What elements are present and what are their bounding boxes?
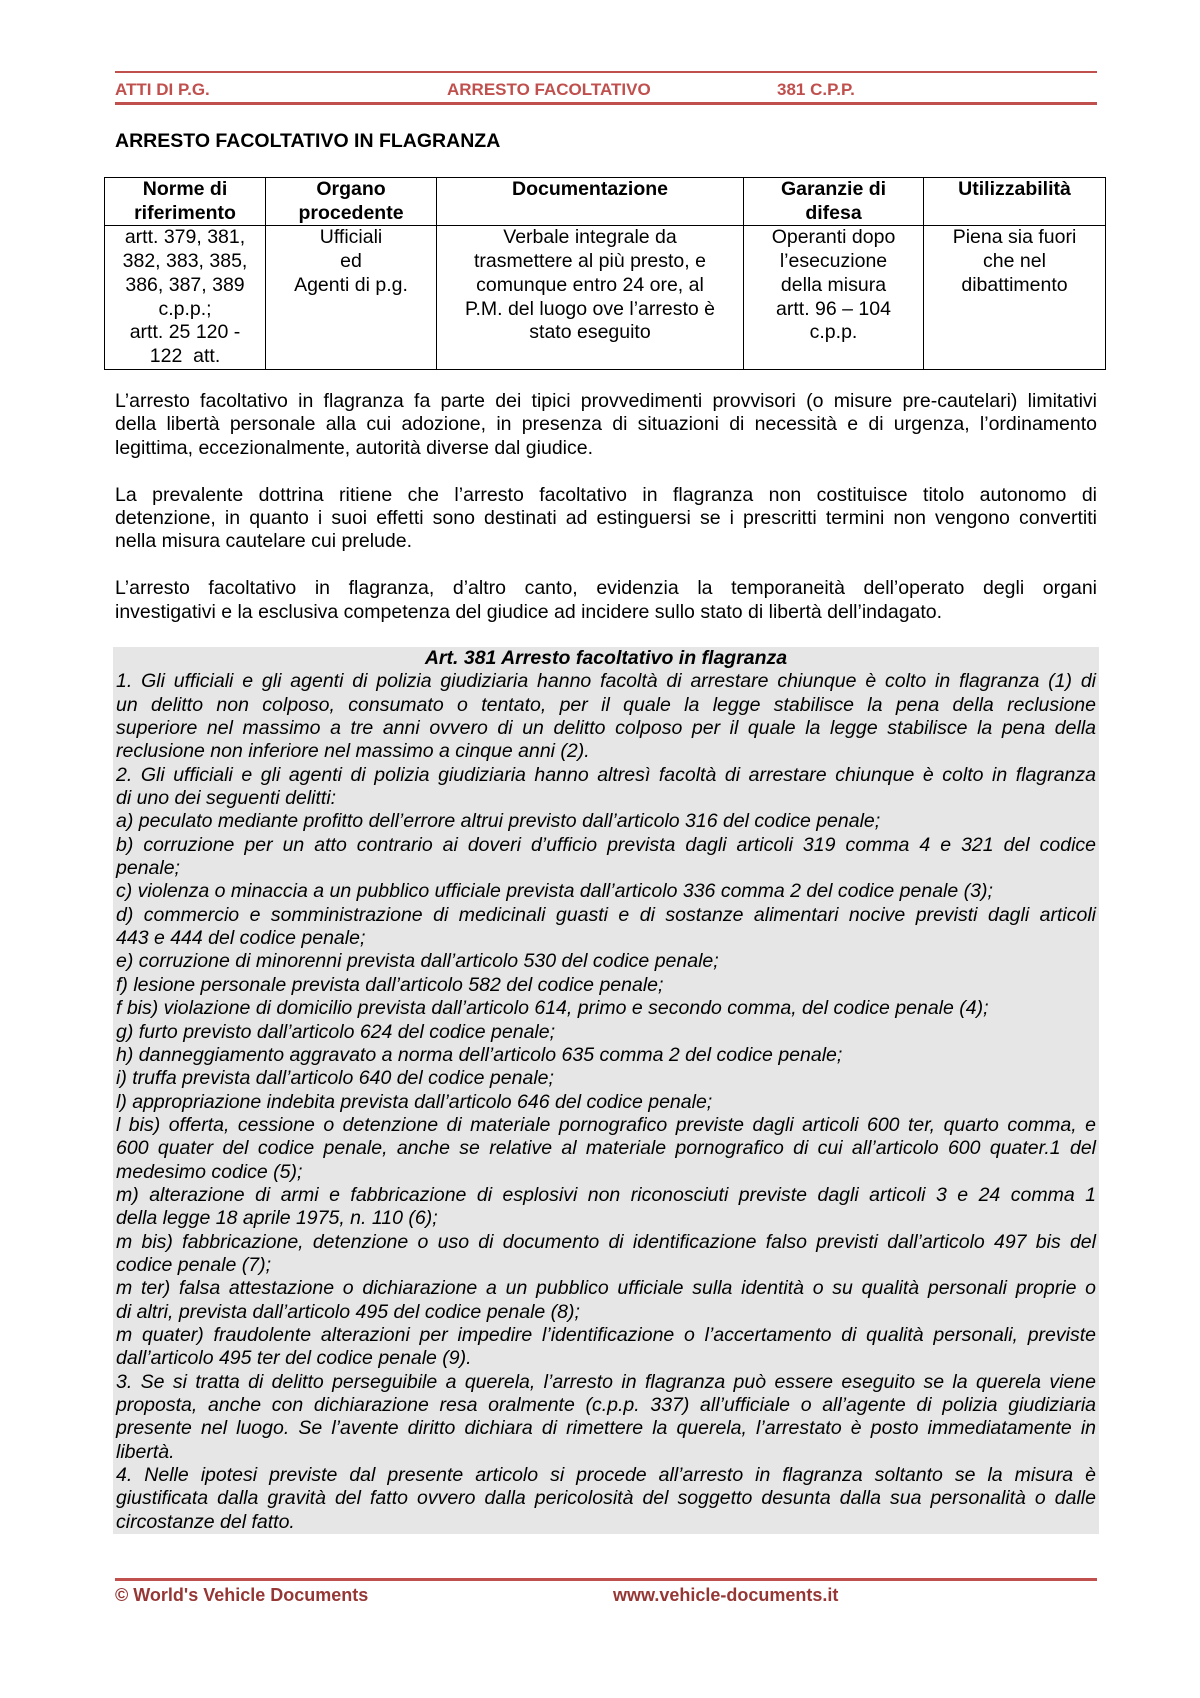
paragraph — [116, 974, 1096, 997]
text-line: codice penale (7); — [116, 1253, 272, 1276]
text-line: di altri, prevista dall’articolo 495 del codice penale (8); — [116, 1300, 580, 1323]
paragraph — [116, 950, 1096, 973]
text-line: m) alterazione di armi e fabbricazione di esplosivi non riconosciuti previste dagli articoli 3 e 24 comma 1 — [116, 1183, 1096, 1206]
footer-website: www.vehicle-documents.it — [613, 1585, 839, 1605]
paragraph — [116, 670, 1096, 763]
paragraph — [116, 1114, 1096, 1184]
paragraph — [116, 1067, 1096, 1090]
text-line: a) peculato mediante profitto dell’errore altrui previsto dall’articolo 316 del codice penale; — [116, 810, 881, 833]
text-line: 4. Nelle ipotesi previste dal presente articolo si procede all’arresto in flagranza soltanto se la misura è — [116, 1464, 1096, 1487]
article-title: Art. 381 Arresto facoltativo in flagranza — [424, 647, 788, 669]
text-line: c) violenza o minaccia a un pubblico ufficiale prevista dall’articolo 336 comma 2 del codice penale (3); — [116, 880, 993, 903]
table-cell-line: c.p.p.; — [158, 297, 212, 320]
header-topic-label: ARRESTO FACOLTATIVO — [447, 80, 651, 99]
table-cell — [437, 226, 744, 369]
table-cell-line: Operanti dopo — [771, 226, 896, 249]
text-line: medesimo codice (5); — [116, 1160, 303, 1183]
table-header-line: Organo — [316, 178, 386, 200]
text-line: proposta, anche con dichiarazione resa oralmente (c.p.p. 337) all’ufficiale o all’agente di polizia giudiziaria — [116, 1394, 1096, 1416]
table-cell-line: Verbale integrale da — [503, 226, 677, 249]
table-cell-line: Agenti di p.g. — [294, 273, 408, 296]
text-line: un delitto non colposo, consumato o tentato, per il quale la legge stabilisce la pena della reclusione — [116, 693, 1096, 716]
table-cell-line: comunque entro 24 ore, al — [476, 273, 704, 296]
table-header-cell — [437, 178, 744, 226]
table-cell-line: artt. 25 120 - — [129, 321, 241, 344]
paragraph — [116, 880, 1096, 903]
text-line: della legge 18 aprile 1975, n. 110 (6); — [116, 1207, 438, 1230]
text-line: L’arresto facoltativo in flagranza, d’altro canto, evidenzia la temporaneità dell’operato degli organi — [115, 577, 1097, 600]
article-body — [116, 670, 1096, 1534]
text-line: e) corruzione di minorenni prevista dall’articolo 530 del codice penale; — [116, 950, 719, 973]
text-line: di uno dei seguenti delitti: — [116, 787, 337, 810]
header-article-label: 381 C.P.P. — [777, 80, 855, 99]
table-header-cell — [266, 178, 437, 226]
text-line: i) truffa prevista dall’articolo 640 del codice penale; — [116, 1067, 554, 1090]
paragraph — [116, 810, 1096, 833]
table-cell-line: che nel — [983, 250, 1046, 273]
footer-rule — [115, 1578, 1097, 1581]
text-line: 600 quater del codice penale, anche se relative al materiale pornografico di cui all’articolo 600 quater.1 del — [116, 1137, 1096, 1160]
paragraph — [116, 1184, 1096, 1231]
header-top-rule — [115, 71, 1097, 73]
paragraph — [116, 1371, 1096, 1464]
text-line: nella misura cautelare cui prelude. — [115, 530, 412, 553]
paragraph — [116, 1277, 1096, 1324]
header-bottom-rule — [115, 102, 1097, 105]
text-line: m bis) fabbricazione, detenzione o uso di documento di identificazione falso previsti dall’articolo 497 bis del — [116, 1230, 1096, 1253]
text-line: legittima, eccezionalmente, autorità diverse dal giudice. — [115, 436, 594, 459]
text-line: h) danneggiamento aggravato a norma dell’articolo 635 comma 2 del codice penale; — [116, 1043, 843, 1066]
text-line: reclusione non inferiore nel massimo a cinque anni (2). — [116, 740, 590, 763]
table-cell-line: artt. 379, 381, — [124, 226, 246, 249]
table-header-line: Utilizzabilità — [958, 178, 1071, 200]
paragraph — [116, 997, 1096, 1020]
table-header-cell — [744, 178, 924, 226]
text-line: investigativi e la esclusiva competenza del giudice ad incidere sullo stato di libertà dell’indagato. — [115, 600, 943, 623]
text-line: giustificata dalla gravità del fatto ovvero dalla pericolosità del soggetto desunta dalla sua personalità o dalle — [116, 1487, 1096, 1510]
header-section-label: ATTI DI P.G. — [115, 80, 210, 99]
table-header-cell — [105, 178, 266, 226]
summary-table — [104, 177, 1106, 370]
table-header-line: procedente — [298, 201, 404, 224]
paragraph — [116, 834, 1096, 881]
table-cell — [924, 226, 1106, 369]
table-cell-line: dibattimento — [961, 273, 1068, 296]
table-cell-line: stato eseguito — [529, 321, 651, 344]
paragraph — [116, 1021, 1096, 1044]
table-header-line: Garanzie di — [780, 178, 887, 200]
text-line: 3. Se si tratta di delitto perseguibile a querela, l’arresto in flagranza può essere eseguito se la querela viene — [116, 1370, 1096, 1393]
text-line: b) corruzione per un atto contrario ai doveri d’ufficio prevista dagli articoli 319 comma 4 e 321 del codice — [116, 833, 1096, 856]
table-header-line: Norme di — [142, 178, 228, 200]
paragraph — [116, 904, 1096, 951]
table-cell-line: Piena sia fuori — [952, 226, 1077, 249]
table-header-line: riferimento — [134, 201, 236, 224]
text-line: g) furto previsto dall’articolo 624 del codice penale; — [116, 1020, 556, 1043]
table-header-line: difesa — [805, 201, 862, 224]
text-line: La prevalente dottrina ritiene che l’arresto facoltativo in flagranza non costituisce titolo autonomo di — [115, 483, 1097, 506]
table-cell-line: ed — [340, 250, 362, 273]
text-line: 1. Gli ufficiali e gli agenti di polizia giudiziaria hanno facoltà di arrestare chiunque è colto in flagranza (1) di — [116, 670, 1096, 693]
table-cell-line: 382, 383, 385, — [122, 250, 248, 273]
article-quote-box — [113, 647, 1099, 1534]
paragraph — [115, 484, 1097, 554]
text-line: l bis) offerta, cessione o detenzione di materiale pornografico previste dagli articoli 600 ter, quarto comma, e — [116, 1113, 1096, 1136]
text-line: 443 e 444 del codice penale; — [116, 927, 366, 950]
footer-copyright: © World's Vehicle Documents — [115, 1585, 369, 1605]
document-title: ARRESTO FACOLTATIVO IN FLAGRANZA — [115, 130, 501, 152]
text-line: dall’articolo 495 ter del codice penale (9). — [116, 1347, 472, 1370]
paragraph — [116, 1324, 1096, 1371]
text-line: della libertà personale alla cui adozione, in presenza di situazioni di necessità e di urgenza, l’ordinamento — [115, 413, 1097, 436]
table-cell — [105, 226, 266, 369]
paragraph — [116, 1091, 1096, 1114]
table-cell-line: c.p.p. — [809, 321, 858, 344]
table-cell-line: 122 att. — [149, 344, 221, 367]
text-line: l) appropriazione indebita prevista dall’articolo 646 del codice penale; — [116, 1090, 713, 1113]
table-header-cell — [924, 178, 1106, 226]
text-line: penale; — [116, 857, 180, 880]
body-paragraphs — [115, 390, 1097, 647]
text-line: detenzione, in quanto i suoi effetti sono destinati ad estinguersi se i prescritti termini non vengono convertiti — [115, 507, 1097, 530]
text-line: m quater) fraudolente alterazioni per impedire l’identificazione o l’accertamento di qualità personali, previste — [116, 1323, 1096, 1346]
table-cell-line: l’esecuzione — [779, 250, 888, 273]
table-cell-line: P.M. del luogo ove l’arresto è — [464, 297, 716, 320]
text-line: f) lesione personale prevista dall’articolo 582 del codice penale; — [116, 973, 664, 996]
text-line: m ter) falsa attestazione o dichiarazione a un pubblico ufficiale sulla identità o su qualità personali proprie o — [116, 1277, 1096, 1300]
paragraph — [116, 1044, 1096, 1067]
text-line: circostanze del fatto. — [116, 1510, 295, 1533]
paragraph — [115, 390, 1097, 460]
paragraph — [116, 764, 1096, 811]
paragraph — [115, 577, 1097, 624]
paragraph — [116, 1464, 1096, 1534]
text-line: 2. Gli ufficiali e gli agenti di polizia giudiziaria hanno altresì facoltà di arrestare chiunque è colto in flagranza — [116, 763, 1096, 786]
table-header-line: Documentazione — [511, 178, 669, 200]
paragraph — [116, 1231, 1096, 1278]
text-line: f bis) violazione di domicilio prevista dall’articolo 614, primo e secondo comma, del codice penale (4); — [116, 997, 989, 1020]
text-line: L’arresto facoltativo in flagranza fa parte dei tipici provvedimenti provvisori (o misure pre-cautelari) limitativi — [115, 390, 1097, 412]
table-cell-line: Ufficiali — [319, 226, 383, 249]
table-cell-line: 386, 387, 389 — [125, 273, 245, 296]
table-data-row — [105, 226, 1106, 369]
table-cell-line: artt. 96 – 104 — [776, 297, 891, 320]
table-cell — [266, 226, 437, 369]
text-line: presente nel luogo. Se l’avente diritto dichiara di rimettere la querela, l’arrestato è posto immediatamente in — [116, 1417, 1096, 1440]
text-line: superiore nel massimo a tre anni ovvero di un delitto colposo per il quale la legge stabilisce la pena della — [116, 717, 1096, 740]
table-header-row — [105, 178, 1106, 226]
text-line: libertà. — [116, 1440, 175, 1463]
table-cell-line: trasmettere al più presto, e — [474, 250, 706, 273]
text-line: d) commercio e somministrazione di medicinali guasti e di sostanze alimentari nocive previsti dagli articoli — [116, 903, 1096, 926]
table-cell — [744, 226, 924, 369]
table-cell-line: della misura — [780, 273, 887, 296]
